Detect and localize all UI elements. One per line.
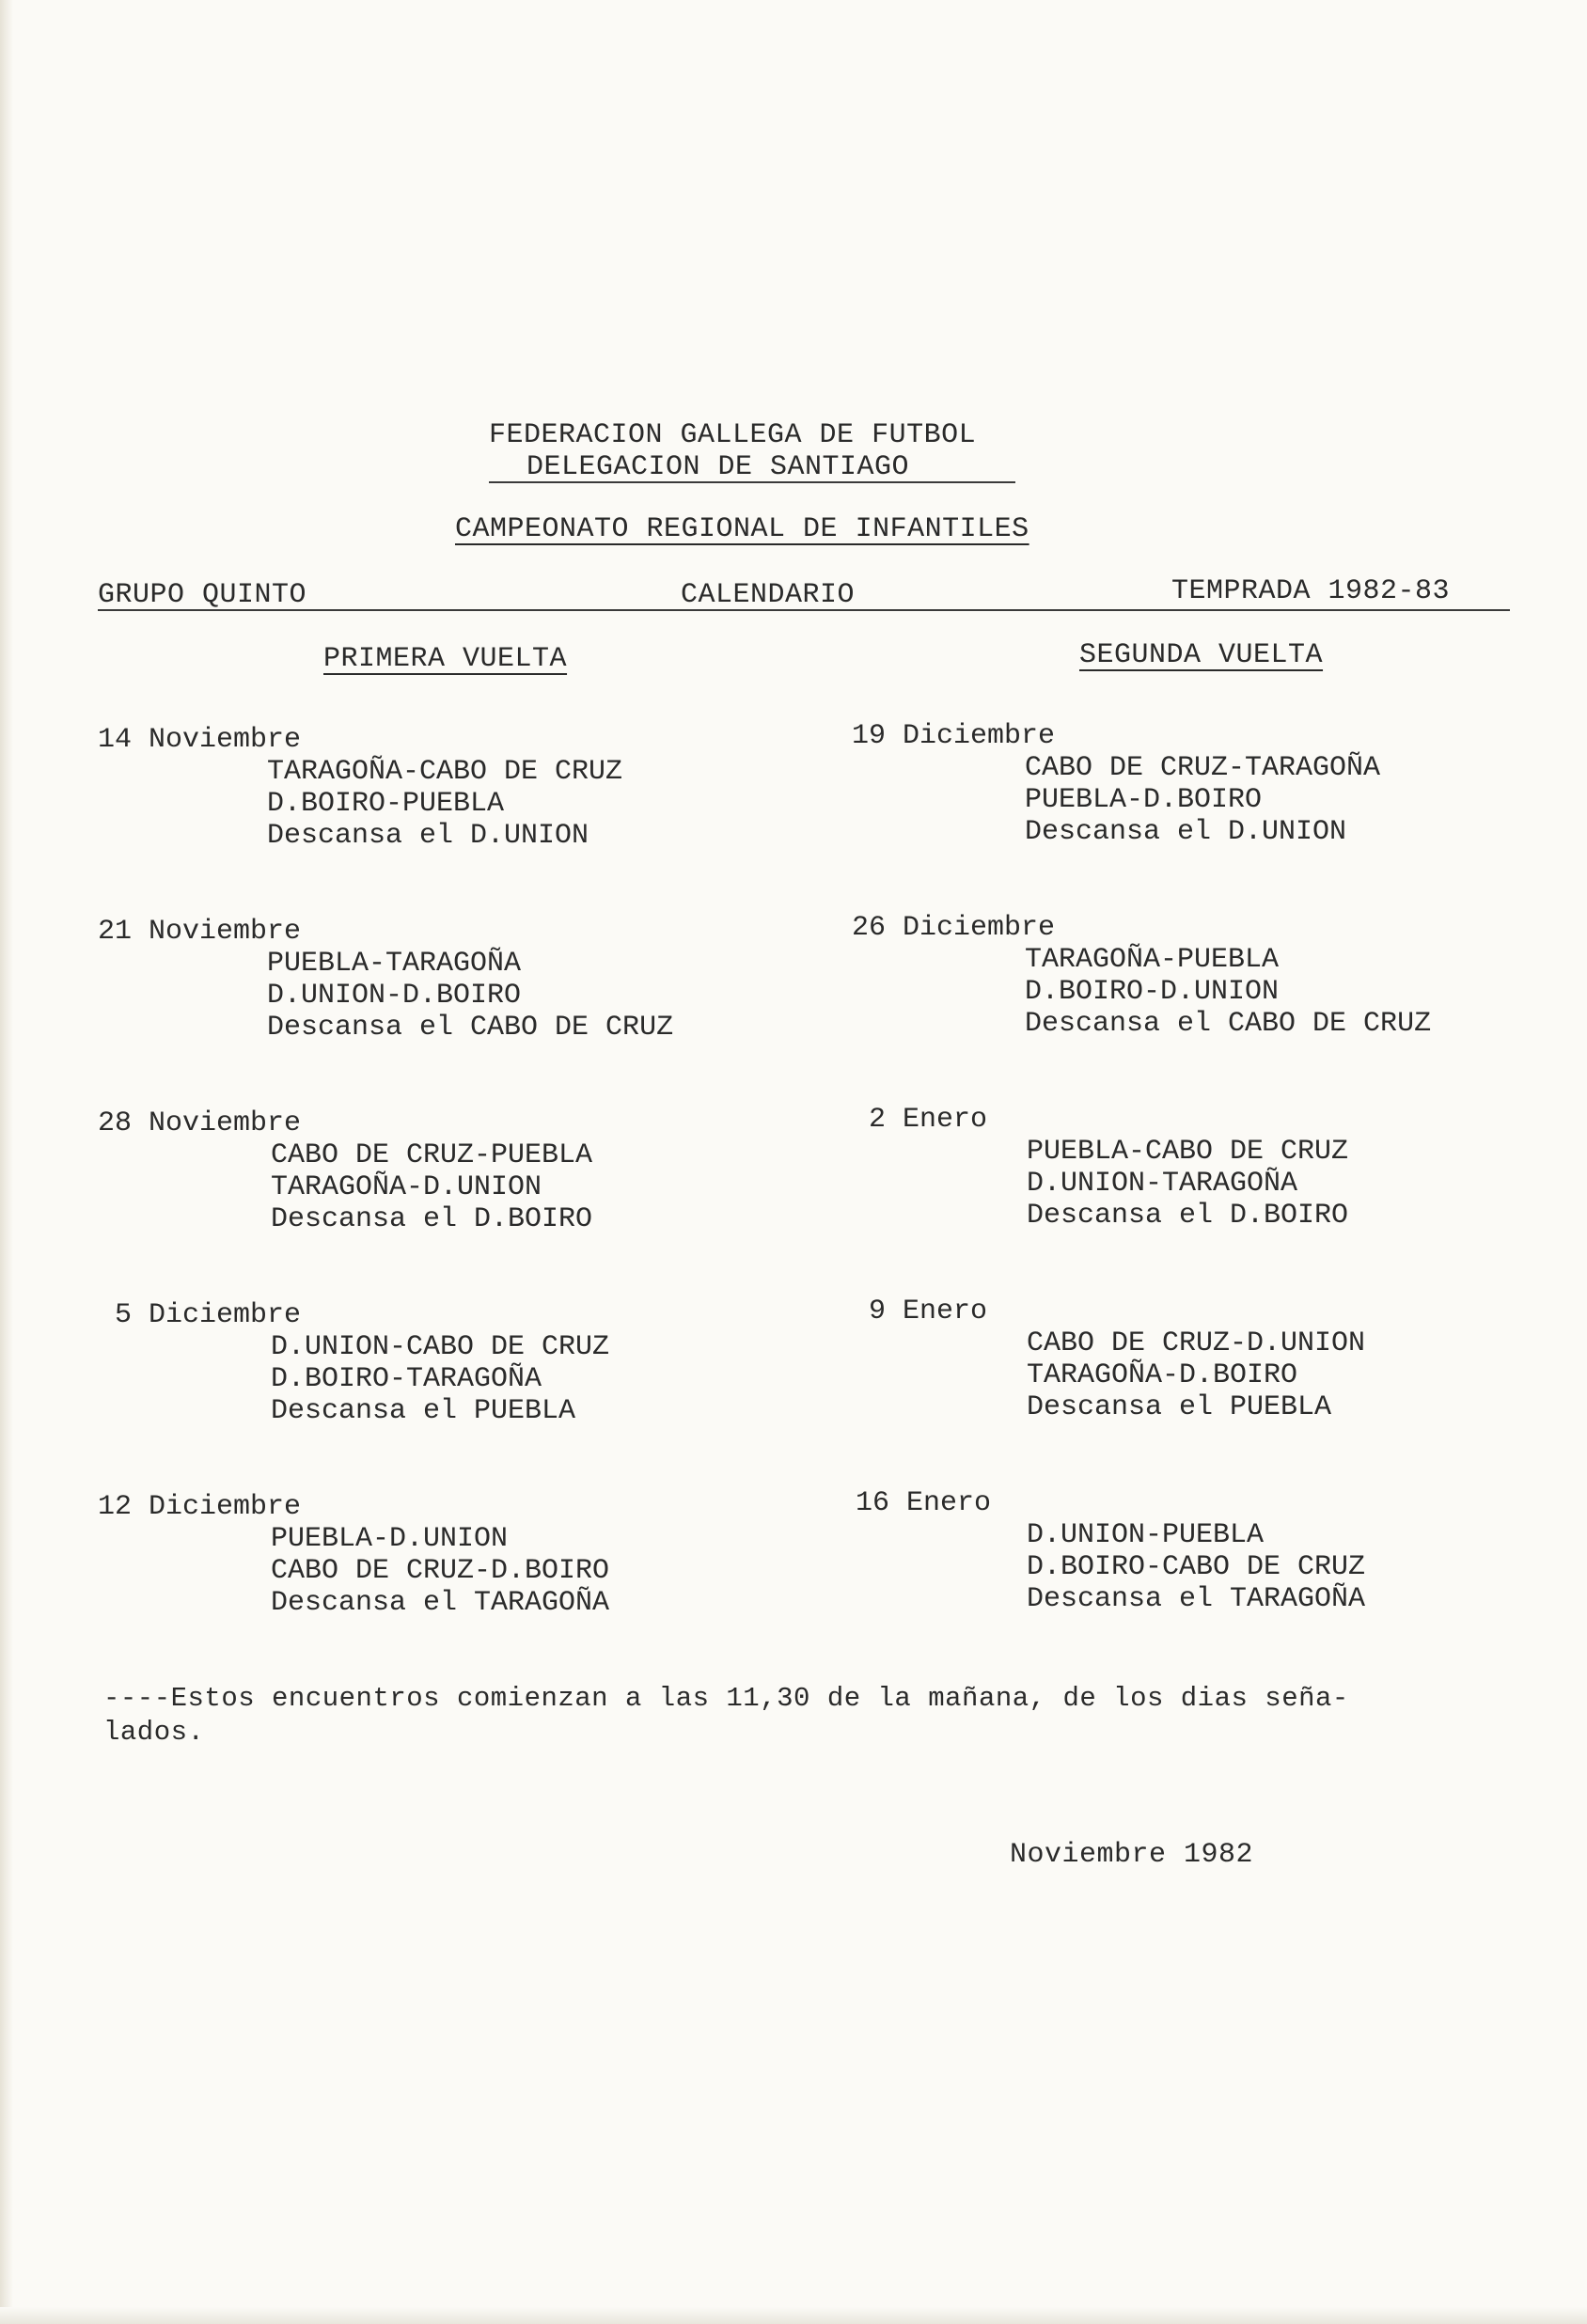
match-line: D.UNION-TARAGOÑA: [1027, 1168, 1298, 1200]
rest-line: Descansa el TARAGOÑA: [1027, 1583, 1366, 1615]
paper-edge-shadow: [0, 0, 13, 2324]
match-line: PUEBLA-CABO DE CRUZ: [1027, 1136, 1349, 1168]
match-date: 21 Noviembre: [98, 916, 302, 948]
second-round-title: SEGUNDA VUELTA: [1079, 639, 1324, 671]
match-line: D.UNION-CABO DE CRUZ: [271, 1331, 610, 1363]
match-line: CABO DE CRUZ-D.UNION: [1027, 1327, 1366, 1359]
federation-title: FEDERACION GALLEGA DE FUTBOL: [489, 419, 977, 451]
header-rule: [98, 609, 1510, 611]
championship-title: [455, 513, 1029, 545]
delegation-underline: [489, 481, 1015, 483]
rest-line: Descansa el D.UNION: [1025, 816, 1347, 848]
match-line: D.BOIRO-CABO DE CRUZ: [1027, 1551, 1366, 1583]
match-line: CABO DE CRUZ-TARAGOÑA: [1025, 752, 1381, 784]
calendar-label: CALENDARIO: [681, 579, 856, 611]
paper-bottom-shadow: [0, 2307, 1587, 2324]
match-date: 2 Enero: [852, 1104, 988, 1136]
season-label: TEMPRADA 1982-83: [1171, 575, 1451, 607]
match-line: PUEBLA-D.UNION: [271, 1523, 509, 1555]
group-label: GRUPO QUINTO: [98, 579, 307, 611]
document-date: Noviembre 1982: [1010, 1839, 1254, 1871]
rest-line: Descansa el PUEBLA: [271, 1395, 576, 1427]
match-line: D.UNION-D.BOIRO: [267, 980, 522, 1012]
match-line: CABO DE CRUZ-D.BOIRO: [271, 1555, 610, 1587]
match-date: 19 Diciembre: [852, 720, 1056, 752]
match-line: CABO DE CRUZ-PUEBLA: [271, 1139, 593, 1171]
match-date: 9 Enero: [852, 1295, 988, 1327]
match-line: D.BOIRO-PUEBLA: [267, 788, 505, 820]
match-date: 5 Diciembre: [98, 1299, 302, 1331]
match-line: TARAGOÑA-PUEBLA: [1025, 944, 1280, 976]
match-line: D.BOIRO-D.UNION: [1025, 976, 1280, 1008]
delegation-title: DELEGACION DE SANTIAGO: [526, 451, 910, 483]
match-line: D.UNION-PUEBLA: [1027, 1519, 1265, 1551]
match-line: D.BOIRO-TARAGOÑA: [271, 1363, 542, 1395]
match-line: TARAGOÑA-D.UNION: [271, 1171, 542, 1203]
match-date: 16 Enero: [856, 1487, 992, 1519]
rest-line: Descansa el D.BOIRO: [271, 1203, 593, 1235]
match-line: TARAGOÑA-D.BOIRO: [1027, 1359, 1298, 1391]
match-line: PUEBLA-TARAGOÑA: [267, 948, 522, 980]
rest-line: Descansa el PUEBLA: [1027, 1391, 1332, 1423]
match-date: 26 Diciembre: [852, 912, 1056, 944]
first-round-title: PRIMERA VUELTA: [323, 643, 568, 675]
schedule-note-line-2: lados.: [103, 1717, 205, 1748]
rest-line: Descansa el TARAGOÑA: [271, 1587, 610, 1619]
match-date: 12 Diciembre: [98, 1491, 302, 1523]
rest-line: Descansa el D.UNION: [267, 820, 589, 852]
rest-line: Descansa el CABO DE CRUZ: [267, 1012, 674, 1044]
match-date: 28 Noviembre: [98, 1107, 302, 1139]
match-line: TARAGOÑA-CABO DE CRUZ: [267, 756, 623, 788]
rest-line: Descansa el D.BOIRO: [1027, 1200, 1349, 1232]
match-line: PUEBLA-D.BOIRO: [1025, 784, 1263, 816]
rest-line: Descansa el CABO DE CRUZ: [1025, 1008, 1432, 1040]
championship-text: CAMPEONATO REGIONAL DE INFANTILES: [455, 513, 1029, 545]
schedule-note-line-1: ----Estos encuentros comienzan a las 11,30 de la mañana, de los dias seña-: [103, 1683, 1349, 1714]
match-date: 14 Noviembre: [98, 724, 302, 756]
